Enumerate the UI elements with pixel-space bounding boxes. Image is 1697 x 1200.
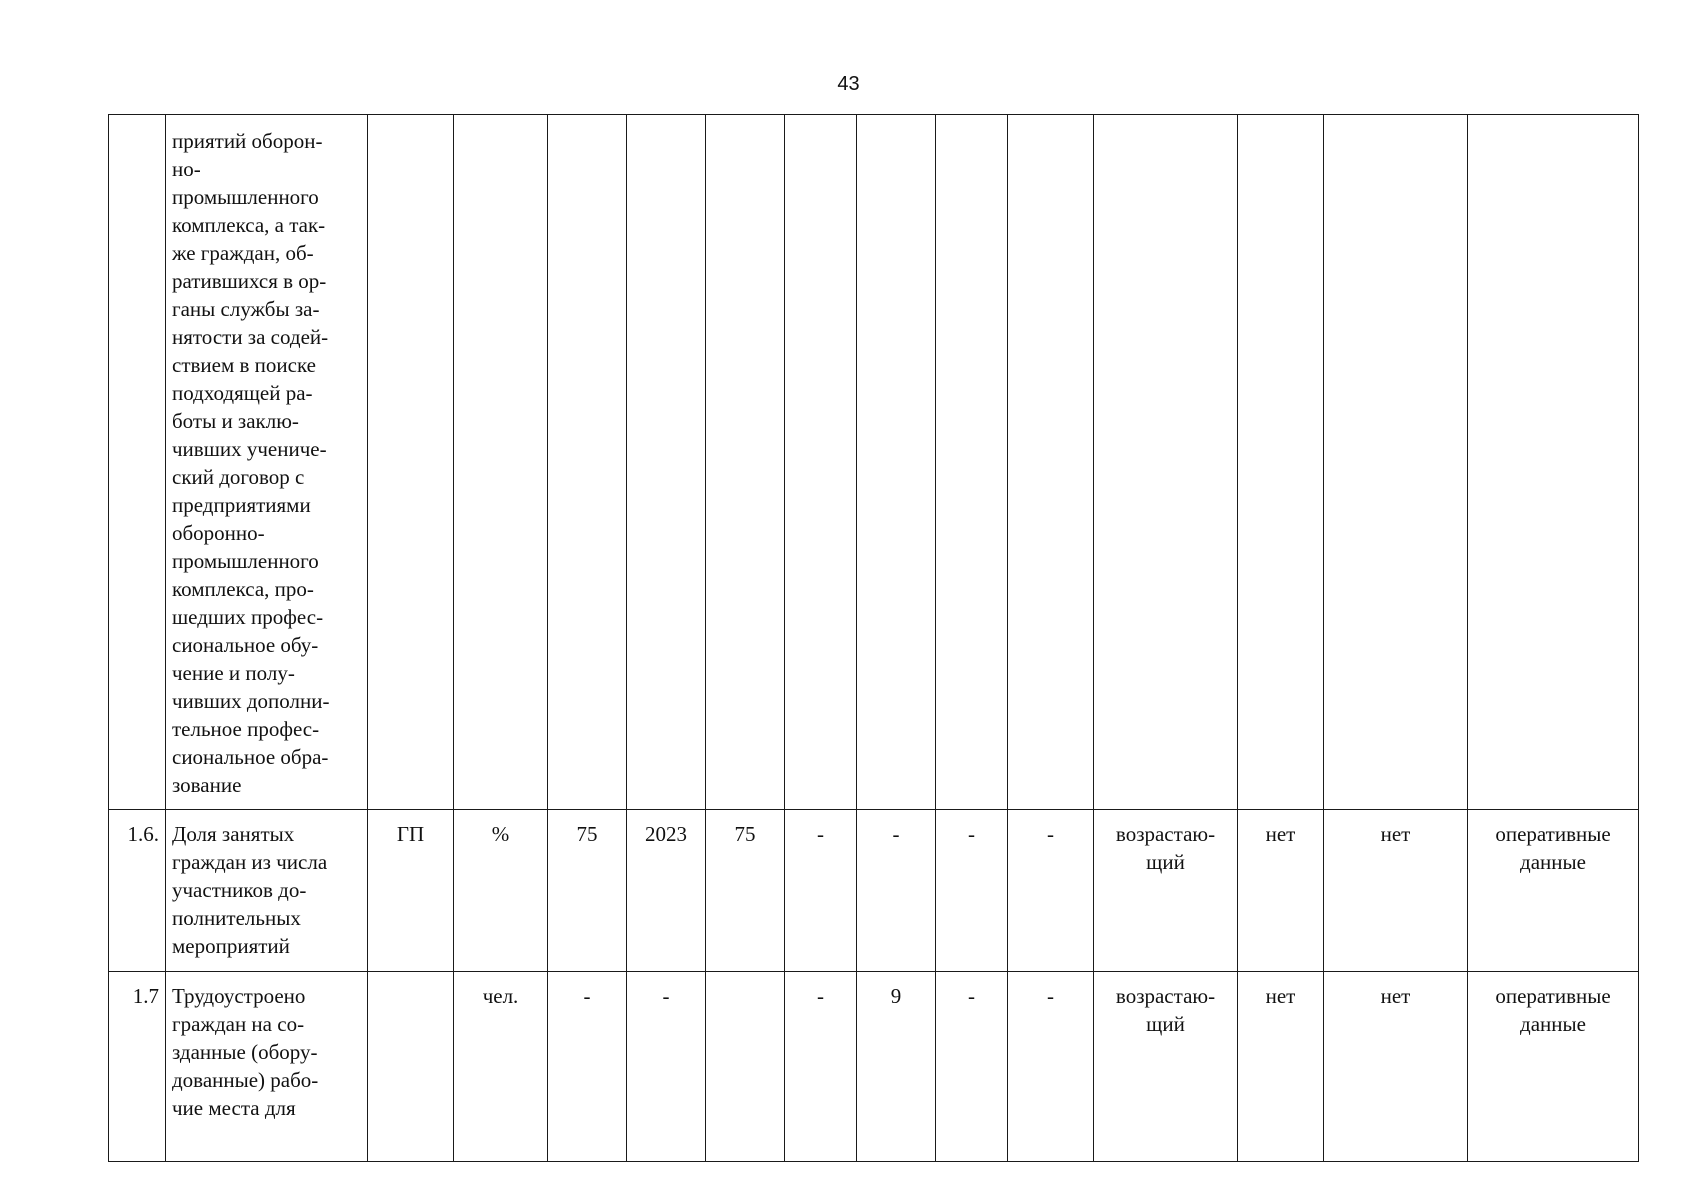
cell-num: 1.6.: [109, 810, 166, 972]
cell-base-year: 2023: [627, 810, 706, 972]
cell-trend: [1094, 115, 1238, 810]
cell-value-1: [706, 115, 785, 810]
cell-value-3: [857, 115, 936, 810]
table-row-1-6: [109, 810, 1639, 972]
indicator-name-text: Доля занятых граждан из числа участников до- полнительных мероприятий: [172, 822, 328, 958]
indicator-name-text: приятий оборон- но- промышленного комплекса, а так- же граждан, об- ратившихся в ор- ганы службы за- нятости за содей- ствием в поиске подходящей ра- боты и заклю- чивших учениче- ский договор с предприятиями оборонно- промышленного комплекса, про- шедших профес- сиональное обу- чение и полу- чивших дополни- тельное профес- сиональное обра- зование: [172, 129, 330, 797]
indicator-name-text: Трудоустроено граждан на со- зданные (обору- дованные) рабо- чие места для: [172, 984, 319, 1120]
source-text: оперативные данные: [1495, 984, 1611, 1036]
cell-value-1: [706, 972, 785, 1162]
cell-value-2: [785, 115, 857, 810]
cell-unit: чел.: [454, 972, 548, 1162]
cell-source: [1468, 115, 1639, 810]
trend-text: возрастаю- щий: [1115, 984, 1216, 1036]
cell-base-value: 75: [548, 810, 627, 972]
cell-source: [1468, 972, 1639, 1162]
cell-level: [368, 115, 454, 810]
cell-trend: [1094, 972, 1238, 1162]
cell-level: ГП: [368, 810, 454, 972]
cell-indicator-name: [166, 810, 368, 972]
cell-base-year: [627, 115, 706, 810]
cell-trend: [1094, 810, 1238, 972]
cell-col14: нет: [1324, 810, 1468, 972]
source-text: оперативные данные: [1495, 822, 1611, 874]
cell-base-year: -: [627, 972, 706, 1162]
cell-source: [1468, 810, 1639, 972]
cell-base-value: -: [548, 972, 627, 1162]
cell-col13: [1238, 115, 1324, 810]
cell-value-4: [936, 115, 1008, 810]
cell-value-3: 9: [857, 972, 936, 1162]
cell-value-5: -: [1008, 810, 1094, 972]
cell-value-4: -: [936, 810, 1008, 972]
cell-col13: нет: [1238, 972, 1324, 1162]
cell-value-4: -: [936, 972, 1008, 1162]
cell-num: [109, 115, 166, 810]
cell-num: 1.7: [109, 972, 166, 1162]
cell-unit: %: [454, 810, 548, 972]
cell-col13: нет: [1238, 810, 1324, 972]
cell-unit: [454, 115, 548, 810]
cell-value-1: 75: [706, 810, 785, 972]
cell-indicator-name: [166, 115, 368, 810]
cell-value-3: -: [857, 810, 936, 972]
table-row-continuation: [109, 115, 1639, 810]
page-number: 43: [837, 73, 860, 95]
cell-value-5: -: [1008, 972, 1094, 1162]
cell-level: [368, 972, 454, 1162]
trend-text: возрастаю- щий: [1115, 822, 1216, 874]
table-row-1-7: [109, 972, 1639, 1162]
cell-indicator-name: [166, 972, 368, 1162]
cell-value-5: [1008, 115, 1094, 810]
cell-col14: нет: [1324, 972, 1468, 1162]
indicators-table: [108, 114, 1639, 1162]
cell-value-2: -: [785, 972, 857, 1162]
cell-col14: [1324, 115, 1468, 810]
cell-value-2: -: [785, 810, 857, 972]
cell-base-value: [548, 115, 627, 810]
